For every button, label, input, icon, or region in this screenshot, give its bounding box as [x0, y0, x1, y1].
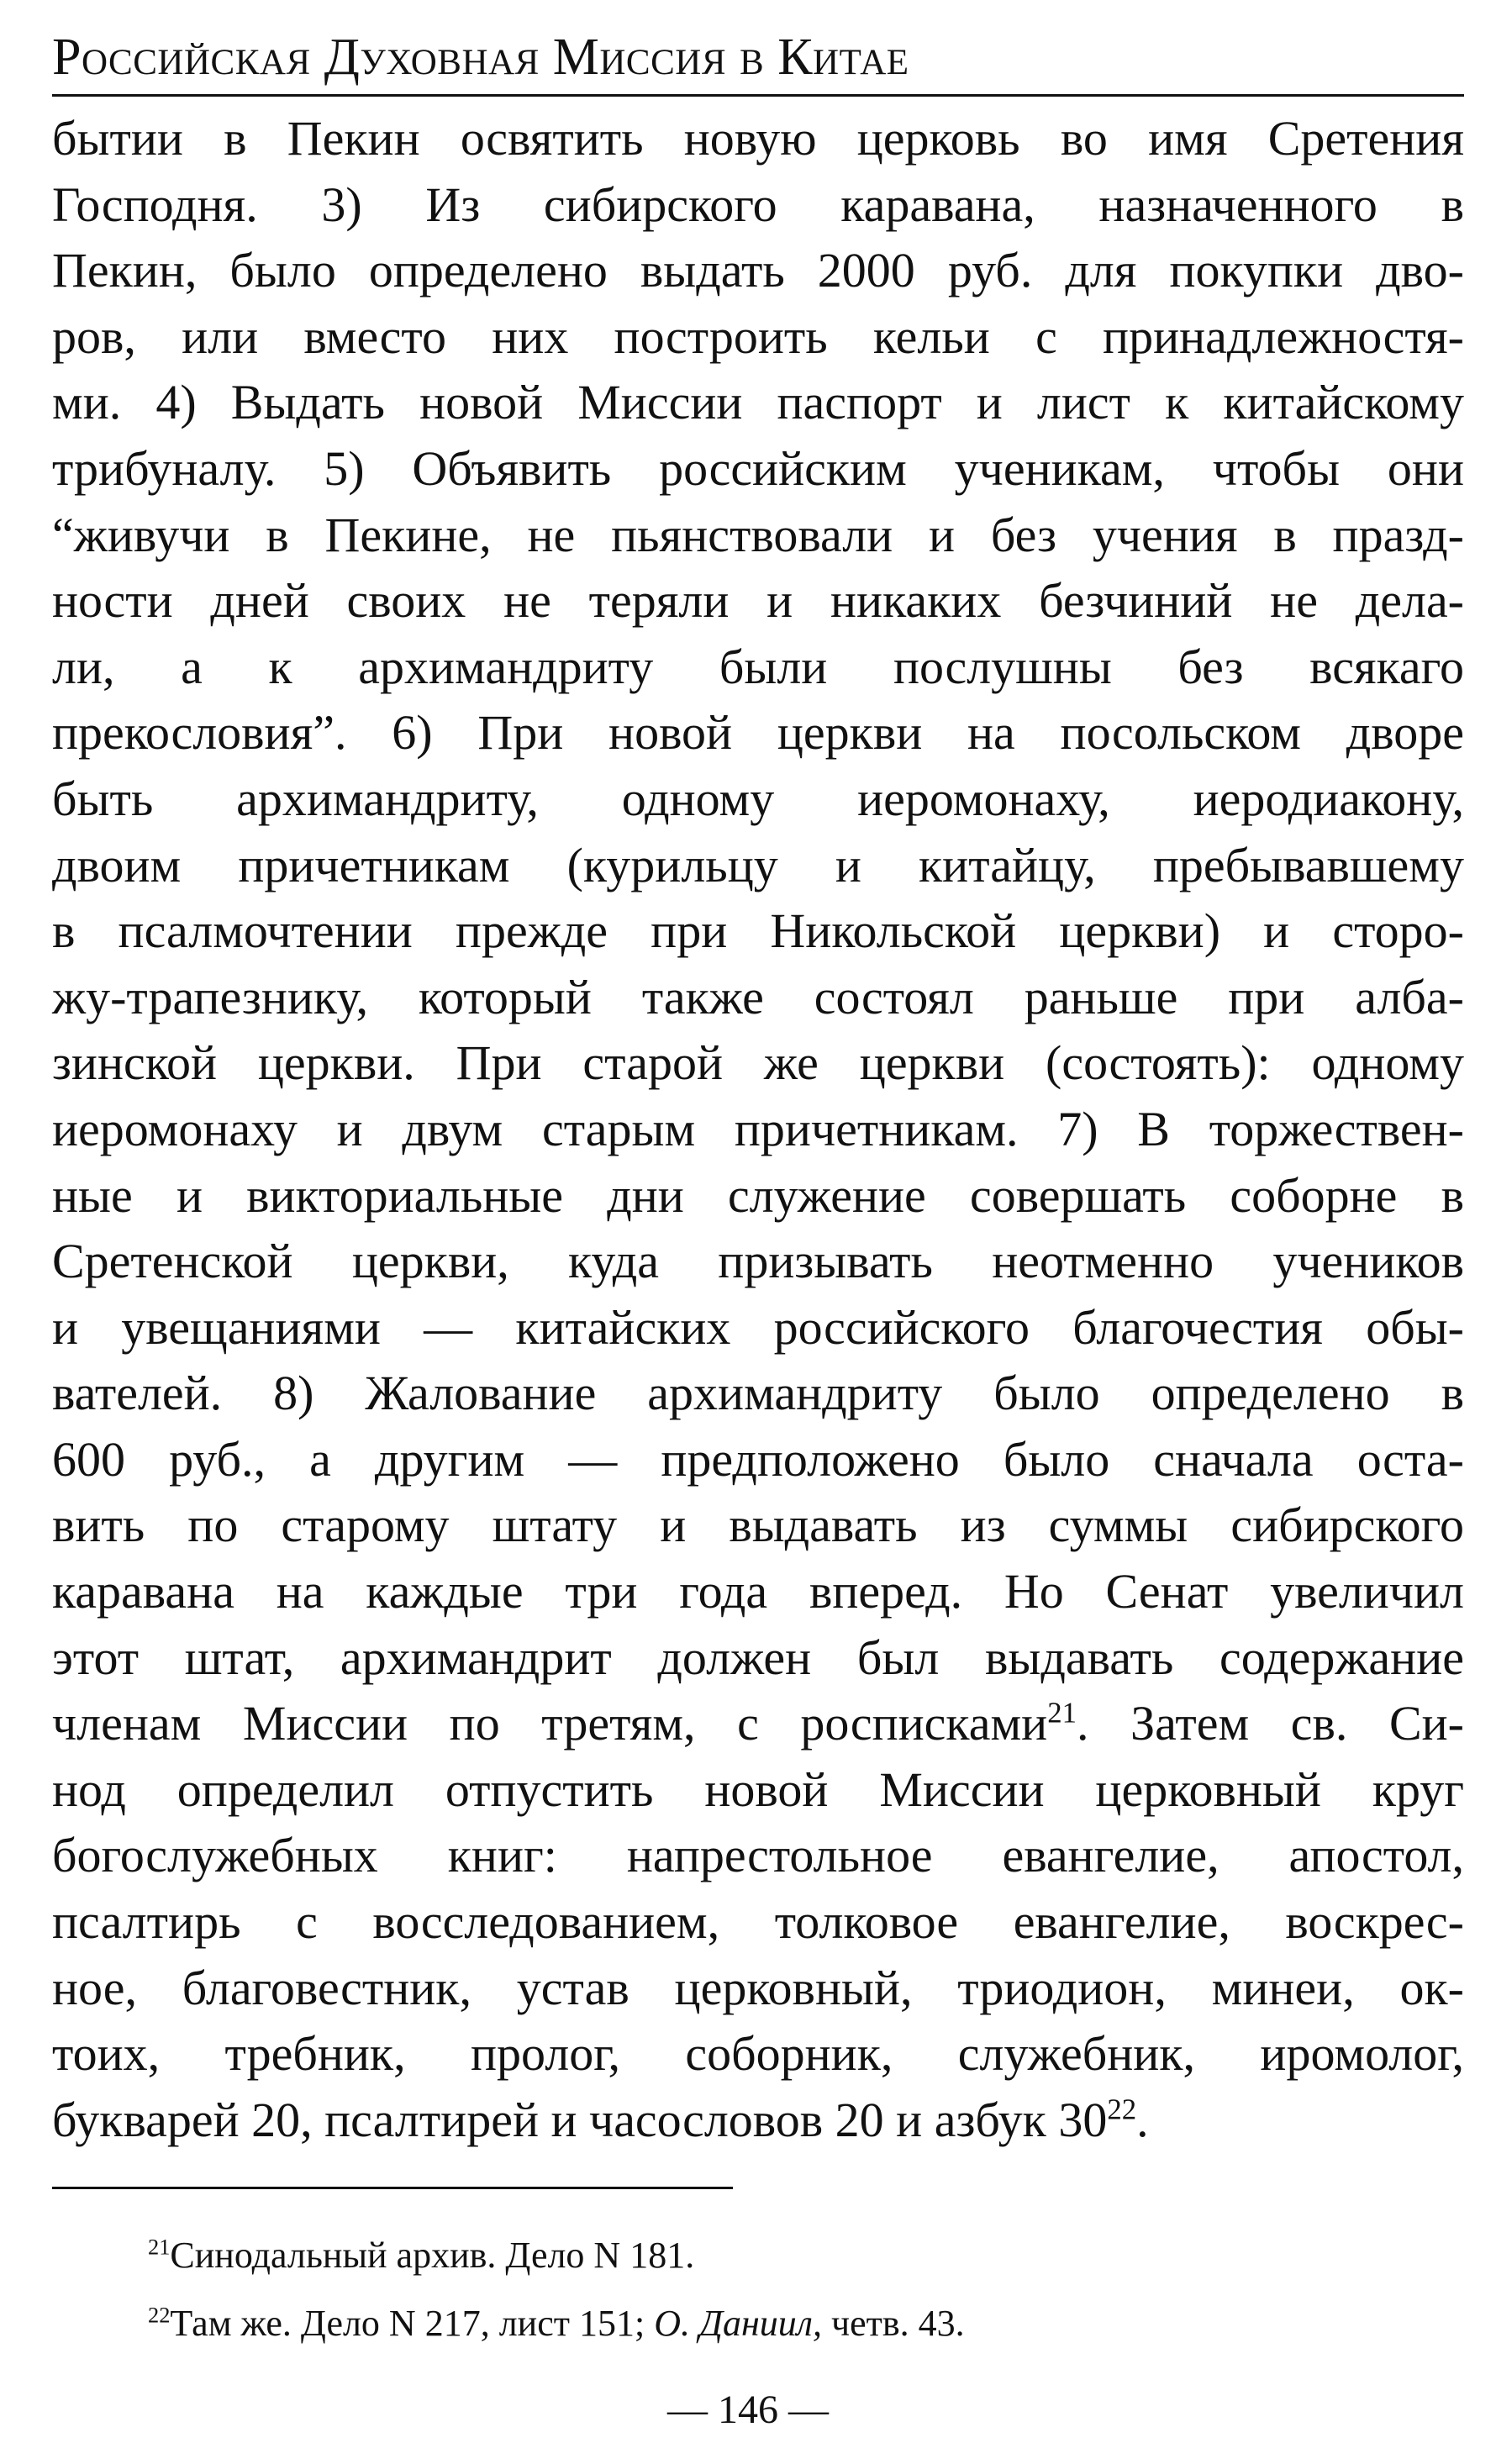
text-line: и увещаниями — китайских российского благочестия обы-	[52, 1299, 1464, 1355]
text-segment: .	[1136, 2092, 1149, 2147]
text-line: ров, или вместо них построить кельи с принадлежностя-	[52, 308, 1464, 364]
text-segment: членам Миссии по третям, с росписками	[52, 1696, 1048, 1751]
text-line: каравана на каждые три года вперед. Но Сенат увеличил	[52, 1564, 1464, 1619]
text-segment: . Затем св. Си-	[1077, 1696, 1464, 1751]
text-line: ли, а к архимандриту были послушны без всякаго	[52, 639, 1464, 694]
footnote-text: четв. 43.	[822, 2303, 965, 2344]
text-line: ности дней своих не теряли и никаких безчиний не дела-	[52, 573, 1464, 629]
text-line: иеромонаху и двум старым причетникам. 7) В торжествен-	[52, 1101, 1464, 1156]
running-header: Российская Духовная Миссия в Китае	[52, 29, 909, 86]
text-line: Сретенской церкви, куда призывать неотменно учеников	[52, 1234, 1464, 1289]
page-number: — 146 —	[667, 2388, 829, 2432]
text-segment: букварей 20, псалтирей и часословов 20 и азбук 30	[52, 2092, 1108, 2147]
text-line: в псалмочтении прежде при Никольской церкви) и сторо-	[52, 903, 1464, 959]
text-line: богослужебных книг: напрестольное евангелие, апостол,	[52, 1828, 1464, 1883]
text-line: 600 руб., а другим — предположено было сначала оста-	[52, 1431, 1464, 1487]
text-line: ные и викториальные дни служение совершать соборне в	[52, 1167, 1464, 1223]
footnote-ref-21[interactable]: 21	[1047, 1696, 1077, 1730]
footnote-rule	[52, 2187, 733, 2189]
footnote-21	[148, 2230, 694, 2281]
footnote-ref-22[interactable]: 22	[1107, 2093, 1137, 2126]
footnote-text: Там же. Дело N 217, лист 151;	[170, 2303, 655, 2344]
text-line: ное, благовестник, устав церковный, триодион, минеи, ок-	[52, 1960, 1464, 2015]
text-line: вить по старому штату и выдавать из суммы сибирского	[52, 1498, 1464, 1553]
text-line: Господня. 3) Из сибирского каравана, назначенного в	[52, 176, 1464, 232]
text-line: Пекин, было определено выдать 2000 руб. для покупки дво-	[52, 243, 1464, 298]
text-line	[52, 2088, 1464, 2154]
text-line: зинской церкви. При старой же церкви (состоять): одному	[52, 1035, 1464, 1091]
text-line: нод определил отпустить новой Миссии церковный круг	[52, 1761, 1464, 1817]
header-rule	[52, 94, 1464, 97]
text-line: прекословия”. 6) При новой церкви на посольском дворе	[52, 705, 1464, 761]
text-line: бытии в Пекин освятить новую церковь во имя Сретения	[52, 111, 1464, 166]
text-line: “живучи в Пекине, не пьянствовали и без учения в празд-	[52, 507, 1464, 562]
text-line: жу-трапезнику, который также состоял раньше при алба-	[52, 969, 1464, 1024]
text-line: вателей. 8) Жалование архимандриту было определено в	[52, 1366, 1464, 1421]
text-line: двоим причетникам (курильцу и китайцу, пребывавшему	[52, 837, 1464, 892]
footnote-author: О. Даниил,	[654, 2303, 822, 2344]
text-line	[52, 1691, 1464, 1757]
text-line: ми. 4) Выдать новой Миссии паспорт и лист к китайскому	[52, 375, 1464, 430]
text-line: тоих, требник, пролог, соборник, служебник, иромолог,	[52, 2026, 1464, 2082]
text-line: этот штат, архимандрит должен был выдавать содержание	[52, 1630, 1464, 1685]
text-line: псалтирь с восследованием, толковое евангелие, воскрес-	[52, 1894, 1464, 1950]
footnote-22	[148, 2298, 965, 2349]
footnote-number: 21	[148, 2234, 171, 2260]
footnote-number: 22	[148, 2302, 171, 2328]
footnote-text: Синодальный архив. Дело N 181.	[170, 2235, 695, 2276]
main-text	[52, 106, 1464, 2153]
text-line: быть архимандриту, одному иеромонаху, иеродиакону,	[52, 771, 1464, 826]
text-line: трибуналу. 5) Объявить российским ученикам, чтобы они	[52, 440, 1464, 496]
